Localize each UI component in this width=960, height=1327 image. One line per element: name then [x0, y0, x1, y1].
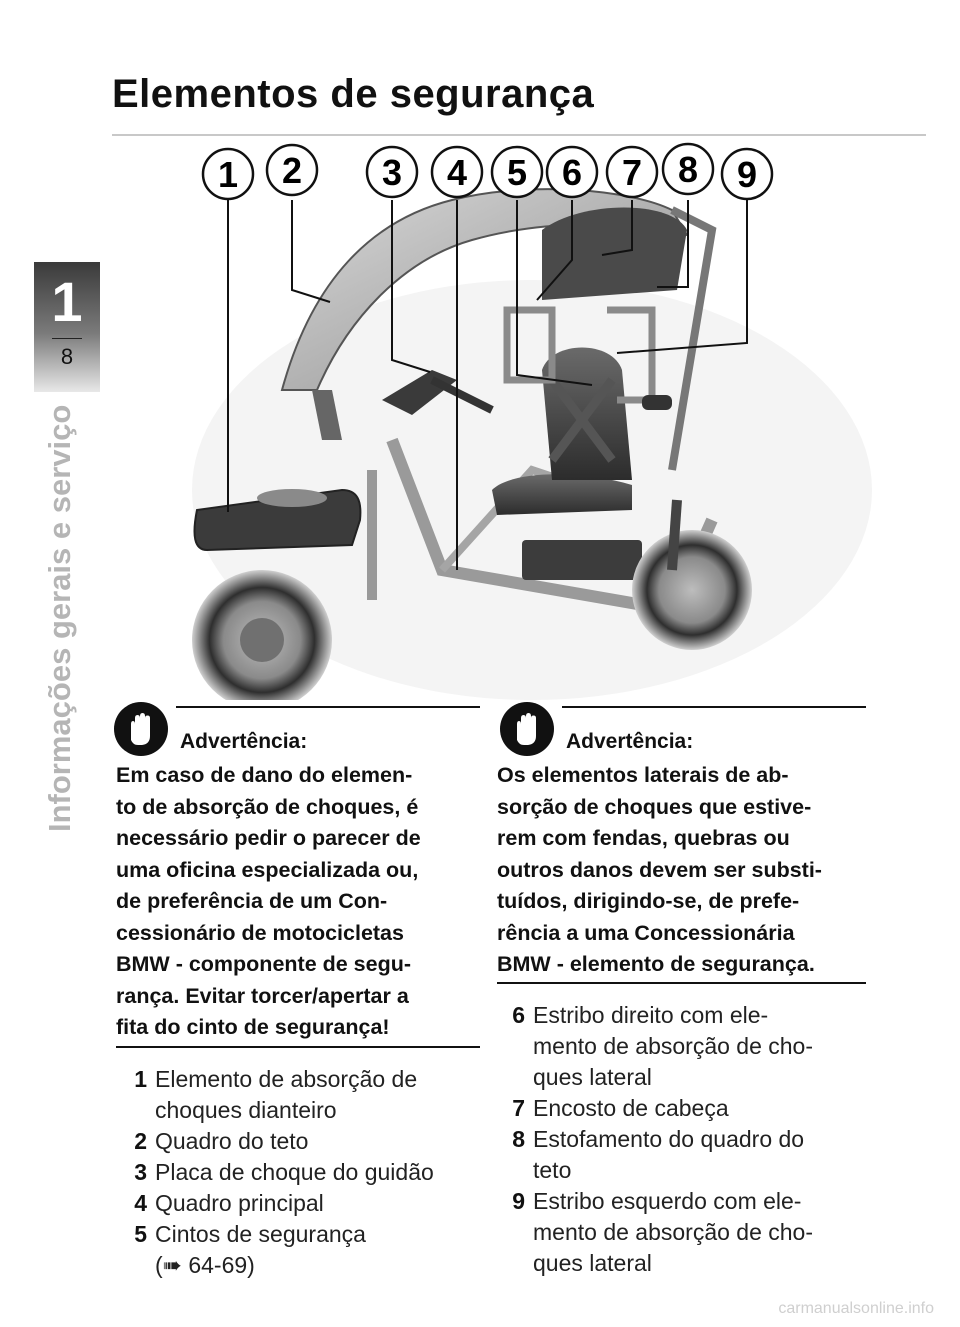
- legend-item: [498, 1093, 878, 1124]
- chapter-label: Informações gerais e serviço: [42, 404, 77, 832]
- legend-number: 9: [512, 1188, 525, 1214]
- chapter-tab: [34, 262, 100, 392]
- warning-left-line: rança. Evitar torcer/apertar a: [116, 983, 409, 1008]
- legend-item: [120, 1064, 480, 1126]
- callout-2: [267, 145, 317, 195]
- page-number: 8: [60, 344, 74, 369]
- callout-3: [367, 147, 417, 197]
- callout-label-3: 3: [381, 152, 403, 193]
- legend-number: 6: [512, 1002, 525, 1028]
- warning-left-line: Em caso de dano do elemen-: [116, 763, 413, 787]
- chapter-tab-divider: [52, 338, 82, 339]
- warning-left-top-rule: [176, 706, 480, 708]
- callout-7: [607, 147, 657, 197]
- hand-stop-icon: [112, 700, 170, 758]
- callout-label-2: 2: [281, 150, 303, 191]
- callout-label-6: 6: [561, 152, 583, 193]
- warning-right-line: sorção de choques que estive-: [497, 794, 812, 819]
- warning-right-line: Os elementos laterais de ab-: [497, 763, 789, 787]
- callout-4: [432, 147, 482, 197]
- warning-right-heading: Advertência:: [566, 730, 694, 753]
- warning-left-heading: Advertência:: [180, 730, 308, 753]
- legend-text: Cintos de segurança: [155, 1221, 366, 1247]
- legend-number: 4: [134, 1190, 147, 1216]
- page-reference-link[interactable]: (➠ 64-69): [155, 1252, 255, 1278]
- legend-text: Estofamento do quadro do: [533, 1126, 805, 1152]
- legend-item: [498, 1000, 878, 1093]
- legend-text: Quadro do teto: [155, 1128, 309, 1154]
- legend-text: ques lateral: [533, 1064, 652, 1090]
- warning-right-line: rência a uma Concessionária: [497, 920, 795, 945]
- scooter-safety-illustration: [112, 140, 926, 700]
- legend-text: choques dianteiro: [155, 1097, 337, 1123]
- legend-number: 1: [134, 1066, 147, 1092]
- warning-left-line: cessionário de motocicletas: [116, 920, 404, 945]
- chapter-number: 1: [51, 270, 83, 333]
- warning-right-line: outros danos devem ser substi-: [497, 857, 822, 882]
- legend-item: [120, 1157, 480, 1188]
- warning-right-top-rule: [562, 706, 866, 708]
- legend-text: Elemento de absorção de: [155, 1066, 418, 1092]
- legend-number: 7: [512, 1095, 525, 1121]
- legend-text: Encosto de cabeça: [533, 1095, 729, 1121]
- callout-8: [663, 144, 713, 194]
- warning-left-bottom-rule: [116, 1046, 480, 1048]
- warning-right-bottom-rule: [497, 982, 866, 984]
- legend-item: [498, 1186, 878, 1279]
- callout-1: [203, 149, 253, 199]
- hand-stop-icon: [498, 700, 556, 758]
- warning-left-body: [116, 760, 486, 1044]
- warning-right-line: BMW - elemento de segurança.: [497, 952, 815, 976]
- legend-right: [498, 1000, 878, 1279]
- warning-left-line: necessário pedir o parecer de: [116, 826, 421, 850]
- callout-6: [547, 147, 597, 197]
- legend-number: 2: [134, 1128, 147, 1154]
- callout-label-8: 8: [677, 149, 699, 190]
- callout-label-9: 9: [736, 154, 758, 195]
- watermark: carmanualsonline.info: [778, 1300, 934, 1317]
- warning-right-body: [497, 760, 873, 981]
- callout-label-1: 1: [217, 154, 239, 195]
- legend-text: Placa de choque do guidão: [155, 1159, 434, 1185]
- legend-text: Quadro principal: [155, 1190, 324, 1216]
- legend-number: 5: [134, 1221, 147, 1247]
- legend-text: teto: [533, 1157, 572, 1183]
- legend-text: ques lateral: [533, 1250, 652, 1276]
- warning-left-line: BMW - componente de segu-: [116, 952, 412, 976]
- callout-label-5: 5: [506, 152, 528, 193]
- legend-number: 8: [512, 1126, 525, 1152]
- warning-left-line: fita do cinto de segurança!: [116, 1015, 390, 1039]
- callout-5: [492, 147, 542, 197]
- title-divider: [112, 134, 926, 136]
- warning-left-line: de preferência de um Con-: [116, 889, 388, 913]
- warning-right-line: rem com fendas, quebras ou: [497, 826, 790, 850]
- legend-item: [120, 1188, 480, 1219]
- legend-number: 3: [134, 1159, 147, 1185]
- warning-right-line: tuídos, dirigindo-se, de prefe-: [497, 889, 800, 913]
- page-title: Elementos de segurança: [112, 72, 595, 116]
- legend-item: [120, 1219, 480, 1281]
- callout-label-4: 4: [446, 152, 468, 193]
- callout-label-7: 7: [621, 152, 643, 193]
- legend-text: Estribo direito com ele-: [533, 1002, 769, 1028]
- warning-left-line: uma oficina especializada ou,: [116, 857, 419, 882]
- legend-item: [498, 1124, 878, 1186]
- legend-left: [120, 1064, 480, 1281]
- legend-text: Estribo esquerdo com ele-: [533, 1188, 802, 1214]
- callout-9: [722, 149, 772, 199]
- warning-left-line: to de absorção de choques, é: [116, 794, 419, 819]
- legend-text: mento de absorção de cho-: [533, 1033, 814, 1059]
- legend-item: [120, 1126, 480, 1157]
- legend-text: mento de absorção de cho-: [533, 1219, 814, 1245]
